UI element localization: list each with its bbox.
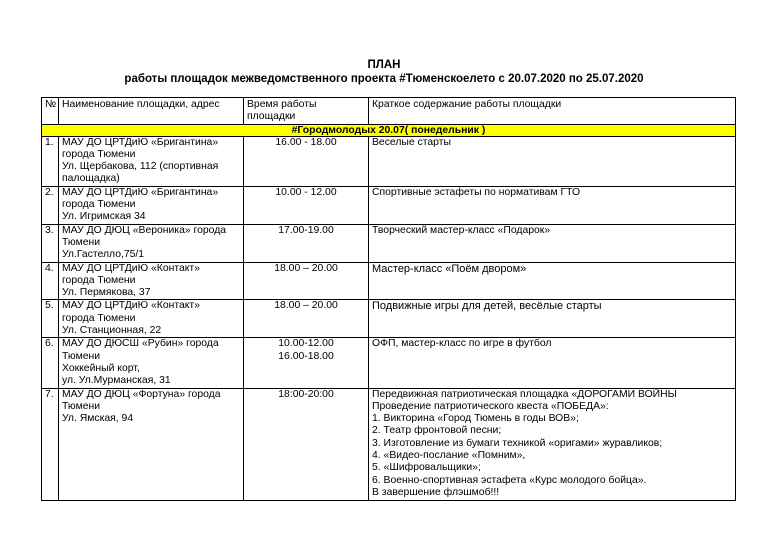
site-name-address: [59, 224, 244, 262]
work-time: [244, 224, 369, 262]
work-time-line: 18.00 – 20.00: [274, 262, 338, 274]
content-summary-line: 1. Викторина «Город Тюмень в годы ВОВ»;: [372, 413, 579, 425]
content-summary: [369, 186, 736, 224]
site-name-address-line: города Тюмени: [62, 312, 136, 324]
work-time: [244, 300, 369, 338]
site-name-address-line: МАУ ДО ДЮЦ «Вероника» города: [62, 224, 227, 236]
content-summary-line: Передвижная патриотическая площадка «ДОРОГАМИ ВОЙНЫ: [372, 388, 677, 400]
content-summary: [369, 338, 736, 388]
row-number: 3.: [42, 224, 59, 262]
group-label: #Городмолодых 20.07( понедельник ): [42, 124, 736, 136]
content-summary: [369, 224, 736, 262]
content-summary: [369, 262, 736, 300]
row-number: 2.: [42, 186, 59, 224]
work-time-line: 18:00-20:00: [278, 388, 334, 400]
site-name-address-line: Тюмени: [62, 350, 101, 362]
site-name-address: [59, 136, 244, 186]
work-time-line: 16.00-18.00: [278, 350, 334, 362]
site-name-address-line: МАУ ДО ДЮЦ «Фортуна» города: [62, 388, 221, 400]
row-number: 6.: [42, 338, 59, 388]
site-name-address-line: МАУ ДО ЦРТДиЮ «Бригантина»: [62, 136, 219, 148]
site-name-address-line: Ул. Щербакова, 112 (спортивная: [62, 161, 219, 173]
content-summary-line: ОФП, мастер-класс по игре в футбол: [372, 338, 552, 350]
work-time-line: 18.00 – 20.00: [274, 300, 338, 312]
site-name-address: [59, 186, 244, 224]
site-name-address: [59, 262, 244, 300]
table-row: [42, 186, 736, 224]
content-summary-line: Веселые старты: [372, 136, 451, 148]
column-header-name: Наименование площадки, адрес: [59, 98, 244, 125]
site-name-address: [59, 300, 244, 338]
content-summary: [369, 388, 736, 500]
work-time: [244, 388, 369, 500]
column-header-time: Время работы площадки: [244, 98, 369, 125]
content-summary: [369, 136, 736, 186]
content-summary-line: 3. Изготовление из бумаги техникой «оригами» журавликов;: [372, 437, 663, 449]
site-name-address-line: Хоккейный корт,: [62, 362, 140, 374]
site-name-address-line: Тюмени: [62, 236, 101, 248]
group-row: [42, 124, 736, 136]
row-number: 4.: [42, 262, 59, 300]
site-name-address-line: Ул.Гастелло,75/1: [62, 249, 145, 261]
content-summary-line: Спортивные эстафеты по нормативам ГТО: [372, 186, 581, 198]
site-name-address-line: МАУ ДО ДЮСШ «Рубин» города: [62, 338, 219, 350]
content-summary-line: Проведение патриотического квеста «ПОБЕДА»:: [372, 400, 609, 412]
content-summary-line: 2. Театр фронтовой песни;: [372, 425, 502, 437]
site-name-address-line: города Тюмени: [62, 199, 136, 211]
table-header-row: [42, 98, 736, 125]
row-number: 7.: [42, 388, 59, 500]
table-row: [42, 388, 736, 500]
site-name-address-line: Ул. Игримская 34: [62, 211, 146, 223]
site-name-address-line: ул. Ул.Мурманская, 31: [62, 375, 171, 387]
work-time-line: 10.00 - 12.00: [275, 186, 337, 198]
site-name-address-line: палощадка): [62, 173, 120, 185]
table-row: [42, 300, 736, 338]
content-summary-line: Подвижные игры для детей, весёлые старты: [372, 300, 602, 313]
content-summary-line: Мастер-класс «Поём двором»: [372, 262, 527, 275]
row-number: 1.: [42, 136, 59, 186]
document-title: ПЛАН: [367, 59, 401, 71]
table-row: [42, 262, 736, 300]
document-subtitle: работы площадок межведомственного проекта #Тюменскоелето с 20.07.2020 по 25.07.2020: [124, 73, 644, 85]
column-header-number: №: [42, 98, 59, 125]
site-name-address-line: Тюмени: [62, 400, 101, 412]
site-name-address-line: МАУ ДО ЦРТДиЮ «Бригантина»: [62, 186, 219, 198]
work-time-line: 10.00-12.00: [278, 338, 334, 350]
table-row: [42, 224, 736, 262]
site-name-address-line: МАУ ДО ЦРТДиЮ «Контакт»: [62, 300, 200, 312]
work-time: [244, 136, 369, 186]
site-name-address-line: города Тюмени: [62, 148, 136, 160]
plan-table: [41, 97, 736, 501]
content-summary: [369, 300, 736, 338]
work-time: [244, 186, 369, 224]
site-name-address-line: Ул. Станционная, 22: [62, 325, 162, 337]
work-time-line: 17.00-19.00: [278, 224, 334, 236]
site-name-address: [59, 338, 244, 388]
row-number: 5.: [42, 300, 59, 338]
content-summary-line: В завершение флэшмоб!!!: [372, 486, 500, 498]
table-row: [42, 338, 736, 388]
content-summary-line: 4. «Видео-послание «Помним»,: [372, 450, 526, 462]
work-time-line: 16.00 - 18.00: [275, 136, 337, 148]
site-name-address-line: Ул. Пермякова, 37: [62, 287, 151, 299]
site-name-address-line: города Тюмени: [62, 274, 136, 286]
content-summary-line: Творческий мастер-класс «Подарок»: [372, 224, 551, 236]
column-header-content: Краткое содержание работы площадки: [369, 98, 736, 125]
site-name-address: [59, 388, 244, 500]
work-time: [244, 338, 369, 388]
work-time: [244, 262, 369, 300]
site-name-address-line: Ул. Ямская, 94: [62, 413, 134, 425]
table-row: [42, 136, 736, 186]
content-summary-line: 6. Военно-спортивная эстафета «Курс молодого бойца».: [372, 474, 647, 486]
content-summary-line: 5. «Шифровальщики»;: [372, 462, 481, 474]
site-name-address-line: МАУ ДО ЦРТДиЮ «Контакт»: [62, 262, 200, 274]
